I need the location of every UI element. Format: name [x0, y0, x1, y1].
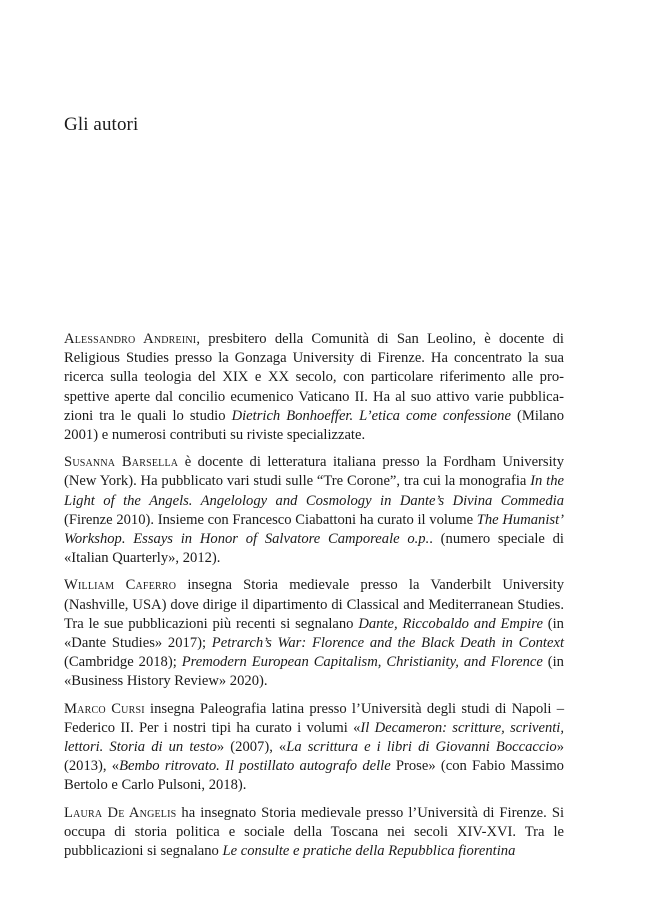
- bio-title-italic: La scrittura e i libri di Giovanni Boccaccio: [286, 739, 557, 756]
- bio-text: ha insegnato Storia medievale presso l’Università di Firenze. Si occupa di storia politica e sociale della Toscana nei secoli XIV-XVI. Tra le pubblicazioni si segnalano: [64, 804, 564, 860]
- author-name: Marco Cursi: [64, 700, 145, 717]
- bio-text: (in «Business History Review» 2020).: [64, 654, 564, 690]
- author-name: Alessandro Andreini: [64, 331, 197, 347]
- bio-title-italic: Dante, Riccobaldo and Empire: [358, 615, 543, 632]
- bio-text: insegna Storia medievale presso la Vanderbilt University (Nashville, USA) dove dirige il dipartimento di Classical and Mediterranean Studies. Tra le sue pubblicazioni più recenti si segnalano: [64, 577, 564, 632]
- bio-text: » (2007), «: [216, 739, 287, 756]
- bio-text: , presbitero della Comunità di San Leolino, è docente di Religious Studies presso la Gonzaga University di Firenze. Ha concentrato la sua ricerca sulla teologia del XIX e XX secolo, con particolare riferimento alle prospettive aperte dal concilio ecumenico Vaticano II. Ha al suo attivo varie pubblicazioni tra le quali lo studio: [64, 331, 564, 424]
- bio-title-italic: Bembo ritrovato. Il postillato autografo delle: [119, 758, 391, 775]
- bio-paragraph: [64, 453, 564, 568]
- bio-text: (in «Dante Studies» 2017);: [64, 615, 564, 652]
- bio-title-italic: Petrarch’s War: Florence and the Black Death in Context: [211, 635, 564, 652]
- bio-text: insegna Paleografia latina presso l’Università degli studi di Napoli – Federico II. Per i nostri tipi ha curato i volumi «: [64, 700, 564, 736]
- bio-title-italic: Le consulte e pratiche della Repubblica fiorentina: [222, 843, 516, 860]
- bio-text: Prose» (con Fabio Massimo Bertolo e Carlo Pulsoni, 2018).: [64, 758, 564, 794]
- bio-title-italic: Dietrich Bonhoeffer. L’etica come confessione: [231, 407, 511, 424]
- author-name: Laura De Angelis: [64, 804, 177, 821]
- bio-paragraph: [64, 576, 564, 691]
- author-name: Susanna Barsella: [64, 454, 179, 471]
- author-name: William Caferro: [64, 577, 177, 594]
- bio-paragraph: [64, 700, 564, 796]
- bio-title-italic: The Humanist’ Workshop. Essays in Honor of Salvatore Camporeale o.p.: [64, 511, 564, 548]
- bio-title-italic: Premodern European Capitalism, Christianity, and Florence: [181, 654, 543, 671]
- page-title: Gli autori: [64, 114, 139, 135]
- bio-text: (Cambridge 2018);: [64, 654, 182, 671]
- bio-paragraph: [64, 330, 564, 445]
- bio-text: (Firenze 2010). Insieme con Francesco Ciabattoni ha curato il volume: [64, 511, 477, 528]
- bio-paragraph: [64, 804, 564, 862]
- bio-text: . (numero speciale di «Italian Quarterly», 2012).: [64, 531, 564, 567]
- bio-title-italic: Il Decameron: scritture, scriventi, lettori. Storia di un testo: [64, 719, 565, 756]
- author-bios: [64, 330, 564, 869]
- bio-text: (Milano 2001) e numerosi contributi su riviste specializzate.: [64, 407, 564, 444]
- bio-title-italic: In the Light of the Angels. Angelology and Cosmology in Dante’s Divina Commedia: [64, 473, 564, 509]
- bio-text: è docente di letteratura italiana presso la Fordham University (New York). Ha pubblicato vari studi sulle “Tre Corone”, tra cui la monografia: [64, 454, 565, 490]
- bio-text: » (2013), «: [64, 739, 564, 775]
